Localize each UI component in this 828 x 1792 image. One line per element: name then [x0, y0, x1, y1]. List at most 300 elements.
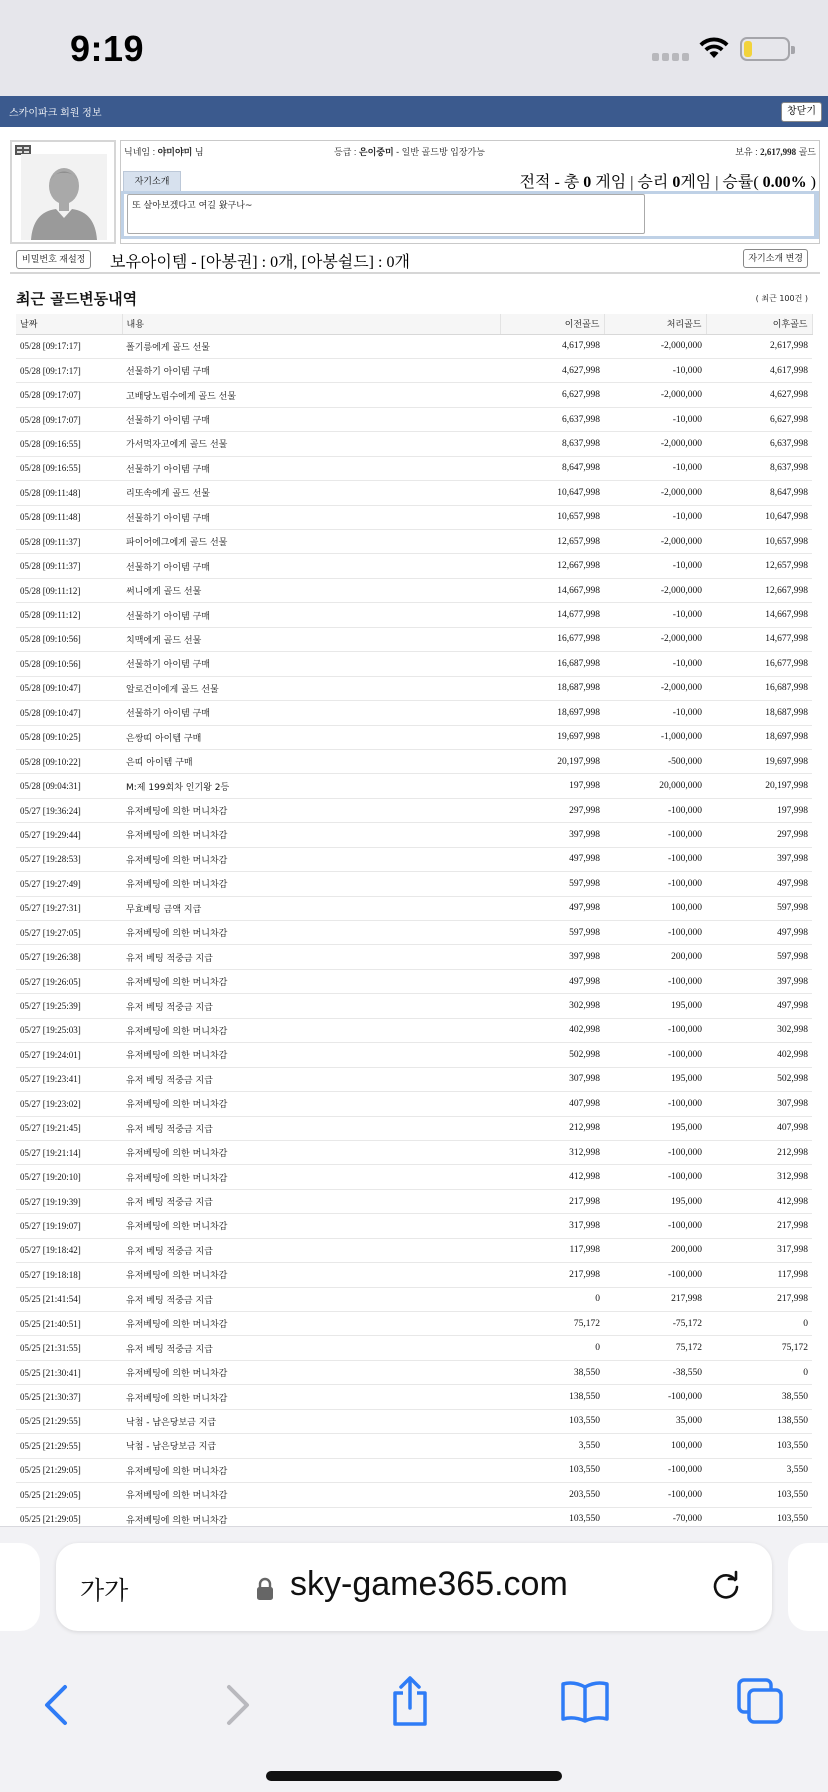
after-gold-cell: 597,998 — [706, 945, 812, 969]
change-gold-cell: 20,000,000 — [604, 774, 706, 798]
change-gold-cell: 195,000 — [604, 1116, 706, 1140]
content-cell: 선물하기 아이템 구매 — [122, 456, 500, 480]
before-gold-cell: 20,197,998 — [500, 749, 604, 773]
change-gold-cell: -100,000 — [604, 1263, 706, 1287]
table-row — [16, 1336, 812, 1360]
column-header-date: 날짜 — [16, 314, 122, 334]
table-row — [16, 1116, 812, 1140]
after-gold-cell: 312,998 — [706, 1165, 812, 1189]
table-row — [16, 872, 812, 896]
after-gold-cell: 103,550 — [706, 1434, 812, 1458]
table-row — [16, 1018, 812, 1042]
date-cell: 05/27 [19:25:39] — [16, 994, 122, 1018]
date-cell: 05/28 [09:10:56] — [16, 652, 122, 676]
before-gold-cell: 103,550 — [500, 1409, 604, 1433]
owned-items-text: 보유아이템 - [아봉권] : 0개, [아봉쉴드] : 0개 — [110, 254, 410, 271]
after-gold-cell: 16,677,998 — [706, 652, 812, 676]
date-cell: 05/28 [09:10:22] — [16, 749, 122, 773]
content-cell: 선물하기 아이템 구매 — [122, 603, 500, 627]
holdings-row — [735, 145, 816, 158]
change-gold-cell: -100,000 — [604, 1140, 706, 1164]
before-gold-cell: 407,998 — [500, 1092, 604, 1116]
change-gold-cell: 195,000 — [604, 994, 706, 1018]
after-gold-cell: 197,998 — [706, 798, 812, 822]
change-gold-cell: 100,000 — [604, 896, 706, 920]
cellular-signal-icon — [652, 53, 689, 61]
table-row — [16, 994, 812, 1018]
content-cell: 가서먹자고에게 골드 선물 — [122, 432, 500, 456]
change-gold-cell: -10,000 — [604, 407, 706, 431]
date-cell: 05/27 [19:24:01] — [16, 1043, 122, 1067]
date-cell: 05/28 [09:11:37] — [16, 530, 122, 554]
table-row — [16, 1043, 812, 1067]
date-cell: 05/27 [19:27:49] — [16, 872, 122, 896]
after-gold-cell: 12,657,998 — [706, 554, 812, 578]
date-cell: 05/27 [19:18:42] — [16, 1238, 122, 1262]
content-cell: 선물하기 아이템 구매 — [122, 554, 500, 578]
bio-container — [124, 194, 814, 236]
date-cell: 05/27 [19:29:44] — [16, 823, 122, 847]
table-row — [16, 1360, 812, 1384]
lock-icon — [256, 1577, 274, 1601]
change-gold-cell: -1,000,000 — [604, 725, 706, 749]
change-gold-cell: -2,000,000 — [604, 627, 706, 651]
table-row — [16, 334, 812, 358]
content-cell: 유저베팅에 의한 머니차감 — [122, 1263, 500, 1287]
before-gold-cell: 4,627,998 — [500, 358, 604, 382]
change-bio-button[interactable]: 자기소개 변경 — [743, 249, 808, 268]
tab-bio[interactable]: 자기소개 — [123, 171, 181, 191]
after-gold-cell: 397,998 — [706, 969, 812, 993]
table-row — [16, 578, 812, 602]
after-gold-cell: 302,998 — [706, 1018, 812, 1042]
record-wins: 0 — [672, 174, 681, 191]
change-gold-cell: 100,000 — [604, 1434, 706, 1458]
content-cell: 유저베팅에 의한 머니차감 — [122, 1312, 500, 1336]
home-indicator[interactable] — [266, 1771, 562, 1781]
change-gold-cell: 200,000 — [604, 1238, 706, 1262]
date-cell: 05/25 [21:29:05] — [16, 1458, 122, 1482]
before-gold-cell: 397,998 — [500, 945, 604, 969]
date-cell: 05/27 [19:23:41] — [16, 1067, 122, 1091]
content-cell: 낙첨 - 남은당보금 지급 — [122, 1409, 500, 1433]
forward-icon[interactable] — [222, 1683, 252, 1727]
after-gold-cell: 38,550 — [706, 1385, 812, 1409]
content-cell: 유저베팅에 의한 머니차감 — [122, 969, 500, 993]
change-gold-cell: -100,000 — [604, 1483, 706, 1507]
before-gold-cell: 18,697,998 — [500, 701, 604, 725]
after-gold-cell: 307,998 — [706, 1092, 812, 1116]
url-text: sky-game365.com — [290, 1565, 568, 1603]
table-row — [16, 823, 812, 847]
bio-textarea[interactable]: 또 살아보겠다고 여길 왔구나~ — [127, 194, 645, 234]
date-cell: 05/28 [09:11:12] — [16, 603, 122, 627]
table-row — [16, 774, 812, 798]
content-cell: 유저베팅에 의한 머니차감 — [122, 1165, 500, 1189]
bookmarks-icon[interactable] — [560, 1679, 610, 1723]
holdings-value: 2,617,998 — [760, 147, 797, 157]
change-gold-cell: -10,000 — [604, 554, 706, 578]
change-gold-cell: -100,000 — [604, 1165, 706, 1189]
wifi-icon — [698, 36, 730, 60]
content-cell: 무효베팅 금액 지급 — [122, 896, 500, 920]
before-gold-cell: 12,657,998 — [500, 530, 604, 554]
change-gold-cell: -100,000 — [604, 1214, 706, 1238]
before-gold-cell: 312,998 — [500, 1140, 604, 1164]
grade-desc: - 일반 골드방 입장가능 — [393, 147, 485, 157]
reload-icon[interactable] — [708, 1569, 744, 1605]
content-cell: 유저 베팅 적중금 지급 — [122, 1189, 500, 1213]
table-row — [16, 701, 812, 725]
change-gold-cell: -2,000,000 — [604, 334, 706, 358]
change-gold-cell: -70,000 — [604, 1507, 706, 1526]
before-gold-cell: 497,998 — [500, 847, 604, 871]
change-gold-cell: -10,000 — [604, 358, 706, 382]
content-cell: 유저베팅에 의한 머니차감 — [122, 872, 500, 896]
before-gold-cell: 0 — [500, 1336, 604, 1360]
date-cell: 05/28 [09:16:55] — [16, 456, 122, 480]
date-cell: 05/28 [09:11:48] — [16, 481, 122, 505]
table-row — [16, 1312, 812, 1336]
table-row — [16, 358, 812, 382]
before-gold-cell: 19,697,998 — [500, 725, 604, 749]
change-gold-cell: 35,000 — [604, 1409, 706, 1433]
table-row — [16, 1067, 812, 1091]
after-gold-cell: 103,550 — [706, 1483, 812, 1507]
avatar — [10, 140, 116, 244]
status-bar — [0, 0, 828, 96]
before-gold-cell: 75,172 — [500, 1312, 604, 1336]
after-gold-cell: 217,998 — [706, 1214, 812, 1238]
date-cell: 05/25 [21:29:05] — [16, 1483, 122, 1507]
holdings-unit: 골드 — [796, 147, 816, 157]
nickname-suffix: 님 — [192, 147, 204, 157]
after-gold-cell: 20,197,998 — [706, 774, 812, 798]
content-cell: 선물하기 아이템 구매 — [122, 701, 500, 725]
before-gold-cell: 497,998 — [500, 896, 604, 920]
content-cell: 알로건이에게 골드 선물 — [122, 676, 500, 700]
content-cell: 유저베팅에 의한 머니차감 — [122, 1360, 500, 1384]
change-gold-cell: 217,998 — [604, 1287, 706, 1311]
browser-toolbar — [0, 1675, 828, 1735]
date-cell: 05/25 [21:30:41] — [16, 1360, 122, 1384]
date-cell: 05/28 [09:10:47] — [16, 676, 122, 700]
table-row — [16, 896, 812, 920]
change-gold-cell: -10,000 — [604, 652, 706, 676]
table-row — [16, 652, 812, 676]
content-cell: 유저베팅에 의한 머니차감 — [122, 1483, 500, 1507]
after-gold-cell: 402,998 — [706, 1043, 812, 1067]
date-cell: 05/27 [19:28:53] — [16, 847, 122, 871]
content-cell: 선물하기 아이템 구매 — [122, 407, 500, 431]
content-cell: 유저베팅에 의한 머니차감 — [122, 823, 500, 847]
table-row — [16, 1409, 812, 1433]
before-gold-cell: 6,627,998 — [500, 383, 604, 407]
after-gold-cell: 10,657,998 — [706, 530, 812, 554]
date-cell: 05/27 [19:21:14] — [16, 1140, 122, 1164]
browser-chrome — [0, 1526, 828, 1792]
change-gold-cell: -100,000 — [604, 872, 706, 896]
content-cell: 고배당노림수에게 골드 선물 — [122, 383, 500, 407]
before-gold-cell: 3,550 — [500, 1434, 604, 1458]
before-gold-cell: 597,998 — [500, 921, 604, 945]
before-gold-cell: 4,617,998 — [500, 334, 604, 358]
status-time: 9:19 — [70, 28, 145, 69]
change-gold-cell: -2,000,000 — [604, 530, 706, 554]
table-row — [16, 1092, 812, 1116]
nickname-row — [124, 145, 204, 158]
content-cell: 유저 베팅 적중금 지급 — [122, 1238, 500, 1262]
section-title: 최근 골드변동내역 — [16, 290, 138, 308]
before-gold-cell: 317,998 — [500, 1214, 604, 1238]
change-gold-cell: -100,000 — [604, 1385, 706, 1409]
table-row — [16, 456, 812, 480]
before-gold-cell: 297,998 — [500, 798, 604, 822]
column-header-before: 이전골드 — [500, 314, 604, 334]
back-icon[interactable] — [42, 1683, 72, 1727]
after-gold-cell: 217,998 — [706, 1287, 812, 1311]
change-gold-cell: -75,172 — [604, 1312, 706, 1336]
close-window-button[interactable]: 창닫기 — [781, 102, 822, 122]
table-row — [16, 432, 812, 456]
after-gold-cell: 497,998 — [706, 921, 812, 945]
nickname-label: 닉네임 : — [124, 147, 158, 157]
before-gold-cell: 16,677,998 — [500, 627, 604, 651]
change-gold-cell: -100,000 — [604, 823, 706, 847]
before-gold-cell: 397,998 — [500, 823, 604, 847]
change-gold-cell: 195,000 — [604, 1067, 706, 1091]
date-cell: 05/28 [09:16:55] — [16, 432, 122, 456]
change-gold-cell: -2,000,000 — [604, 383, 706, 407]
date-cell: 05/28 [09:17:07] — [16, 383, 122, 407]
after-gold-cell: 14,677,998 — [706, 627, 812, 651]
date-cell: 05/28 [09:17:07] — [16, 407, 122, 431]
content-cell: 유저 베팅 적중금 지급 — [122, 945, 500, 969]
content-cell: 은쌍띠 아이템 구매 — [122, 725, 500, 749]
window-header — [0, 96, 828, 127]
game-record — [520, 169, 816, 192]
next-tab-preview[interactable] — [788, 1543, 828, 1631]
profile-info — [120, 140, 820, 244]
web-page — [0, 96, 828, 1526]
before-gold-cell: 138,550 — [500, 1385, 604, 1409]
content-cell: 은띠 아이템 구매 — [122, 749, 500, 773]
before-gold-cell: 103,550 — [500, 1458, 604, 1482]
table-row — [16, 676, 812, 700]
table-row — [16, 1434, 812, 1458]
table-body — [16, 334, 812, 1526]
table-row — [16, 1507, 812, 1526]
date-cell: 05/27 [19:36:24] — [16, 798, 122, 822]
before-gold-cell: 197,998 — [500, 774, 604, 798]
change-gold-cell: 195,000 — [604, 1189, 706, 1213]
content-cell: M:제 199회차 인기왕 2등 — [122, 774, 500, 798]
table-row — [16, 945, 812, 969]
default-user-icon — [21, 154, 107, 240]
table-row — [16, 1263, 812, 1287]
content-cell: 선물하기 아이템 구매 — [122, 358, 500, 382]
date-cell: 05/28 [09:10:25] — [16, 725, 122, 749]
content-cell: 유저베팅에 의한 머니차감 — [122, 798, 500, 822]
date-cell: 05/28 [09:17:17] — [16, 358, 122, 382]
date-cell: 05/25 [21:41:54] — [16, 1287, 122, 1311]
table-row — [16, 1385, 812, 1409]
before-gold-cell: 117,998 — [500, 1238, 604, 1262]
record-end: ) — [806, 174, 816, 191]
holdings-label: 보유 : — [735, 147, 761, 157]
page-settings-button[interactable]: 가가 — [80, 1576, 129, 1605]
before-gold-cell: 217,998 — [500, 1189, 604, 1213]
date-cell: 05/25 [21:29:05] — [16, 1507, 122, 1526]
date-cell: 05/25 [21:29:55] — [16, 1409, 122, 1433]
items-bar — [10, 246, 820, 274]
address-bar[interactable] — [56, 1543, 772, 1631]
content-cell: 유저베팅에 의한 머니차감 — [122, 921, 500, 945]
table-row — [16, 847, 812, 871]
after-gold-cell: 212,998 — [706, 1140, 812, 1164]
record-total: 0 — [583, 174, 592, 191]
before-gold-cell: 10,657,998 — [500, 505, 604, 529]
content-cell: 유저 베팅 적중금 지급 — [122, 1067, 500, 1091]
table-row — [16, 627, 812, 651]
table-row — [16, 798, 812, 822]
before-gold-cell: 12,667,998 — [500, 554, 604, 578]
after-gold-cell: 4,617,998 — [706, 358, 812, 382]
grade-label: 등급 : — [334, 147, 359, 157]
table-row — [16, 1214, 812, 1238]
after-gold-cell: 497,998 — [706, 994, 812, 1018]
content-cell: 유저베팅에 의한 머니차감 — [122, 847, 500, 871]
table-row — [16, 383, 812, 407]
reset-password-button[interactable]: 비밀번호 재설정 — [16, 250, 91, 269]
change-gold-cell: -10,000 — [604, 603, 706, 627]
change-gold-cell: -500,000 — [604, 749, 706, 773]
content-cell: 유저베팅에 의한 머니차감 — [122, 1458, 500, 1482]
change-gold-cell: -100,000 — [604, 1092, 706, 1116]
date-cell: 05/28 [09:11:12] — [16, 578, 122, 602]
content-cell: 낙첨 - 남은당보금 지급 — [122, 1434, 500, 1458]
date-cell: 05/28 [09:04:31] — [16, 774, 122, 798]
before-gold-cell: 502,998 — [500, 1043, 604, 1067]
after-gold-cell: 8,647,998 — [706, 481, 812, 505]
grade-value: 은이중미 — [358, 147, 394, 157]
before-gold-cell: 412,998 — [500, 1165, 604, 1189]
after-gold-cell: 18,697,998 — [706, 725, 812, 749]
tabs-icon[interactable] — [736, 1677, 784, 1725]
window-title: 스카이파크 회원 정보 — [9, 108, 102, 119]
change-gold-cell: -2,000,000 — [604, 481, 706, 505]
date-cell: 05/27 [19:19:07] — [16, 1214, 122, 1238]
date-cell: 05/28 [09:10:47] — [16, 701, 122, 725]
before-gold-cell: 103,550 — [500, 1507, 604, 1526]
change-gold-cell: -100,000 — [604, 1018, 706, 1042]
column-header-change: 처리골드 — [604, 314, 706, 334]
date-cell: 05/27 [19:19:39] — [16, 1189, 122, 1213]
after-gold-cell: 502,998 — [706, 1067, 812, 1091]
change-gold-cell: -10,000 — [604, 505, 706, 529]
table-row — [16, 481, 812, 505]
table-row — [16, 505, 812, 529]
after-gold-cell: 2,617,998 — [706, 334, 812, 358]
before-gold-cell: 203,550 — [500, 1483, 604, 1507]
content-cell: 파이어에그에게 골드 선물 — [122, 530, 500, 554]
date-cell: 05/25 [21:29:55] — [16, 1434, 122, 1458]
table-row — [16, 1483, 812, 1507]
column-header-content: 내용 — [122, 314, 500, 334]
after-gold-cell: 75,172 — [706, 1336, 812, 1360]
content-cell: 유저 베팅 적중금 지급 — [122, 1336, 500, 1360]
record-mid: 게임 | 승리 — [591, 174, 673, 191]
change-gold-cell: -100,000 — [604, 798, 706, 822]
before-gold-cell: 497,998 — [500, 969, 604, 993]
before-gold-cell: 18,687,998 — [500, 676, 604, 700]
content-cell: 써니에게 골드 선물 — [122, 578, 500, 602]
after-gold-cell: 0 — [706, 1312, 812, 1336]
content-cell: 유저베팅에 의한 머니차감 — [122, 1214, 500, 1238]
content-cell: 선물하기 아이템 구매 — [122, 652, 500, 676]
content-cell: 폴기릉에게 골드 선물 — [122, 334, 500, 358]
before-gold-cell: 14,667,998 — [500, 578, 604, 602]
column-header-after: 이후골드 — [706, 314, 812, 334]
after-gold-cell: 3,550 — [706, 1458, 812, 1482]
content-cell: 치맥에게 골드 선물 — [122, 627, 500, 651]
after-gold-cell: 597,998 — [706, 896, 812, 920]
record-mid2: 게임 | 승률( — [680, 174, 763, 191]
date-cell: 05/27 [19:26:05] — [16, 969, 122, 993]
date-cell: 05/27 [19:23:02] — [16, 1092, 122, 1116]
before-gold-cell: 10,647,998 — [500, 481, 604, 505]
content-cell: 유저베팅에 의한 머니차감 — [122, 1385, 500, 1409]
section-note: ( 최근 100건 ) — [755, 294, 808, 303]
table-header-row — [16, 314, 812, 334]
before-gold-cell: 8,637,998 — [500, 432, 604, 456]
before-gold-cell: 8,647,998 — [500, 456, 604, 480]
content-cell: 유저베팅에 의한 머니차감 — [122, 1018, 500, 1042]
after-gold-cell: 10,647,998 — [706, 505, 812, 529]
before-gold-cell: 217,998 — [500, 1263, 604, 1287]
before-gold-cell: 0 — [500, 1287, 604, 1311]
after-gold-cell: 6,637,998 — [706, 432, 812, 456]
date-cell: 05/27 [19:27:05] — [16, 921, 122, 945]
after-gold-cell: 12,667,998 — [706, 578, 812, 602]
previous-tab-preview[interactable] — [0, 1543, 40, 1631]
before-gold-cell: 307,998 — [500, 1067, 604, 1091]
date-cell: 05/25 [21:30:37] — [16, 1385, 122, 1409]
change-gold-cell: -38,550 — [604, 1360, 706, 1384]
before-gold-cell: 597,998 — [500, 872, 604, 896]
bio-frame — [121, 191, 819, 239]
before-gold-cell: 16,687,998 — [500, 652, 604, 676]
change-gold-cell: -100,000 — [604, 847, 706, 871]
date-cell: 05/28 [09:17:17] — [16, 334, 122, 358]
after-gold-cell: 19,697,998 — [706, 749, 812, 773]
date-cell: 05/27 [19:27:31] — [16, 896, 122, 920]
date-cell: 05/27 [19:20:10] — [16, 1165, 122, 1189]
share-icon[interactable] — [390, 1675, 430, 1727]
before-gold-cell: 6,637,998 — [500, 407, 604, 431]
content-cell: 유저 베팅 적중금 지급 — [122, 1116, 500, 1140]
date-cell: 05/27 [19:25:03] — [16, 1018, 122, 1042]
date-cell: 05/27 [19:26:38] — [16, 945, 122, 969]
date-cell: 05/27 [19:21:45] — [16, 1116, 122, 1140]
table-row — [16, 554, 812, 578]
change-gold-cell: -10,000 — [604, 456, 706, 480]
content-cell: 유저베팅에 의한 머니차감 — [122, 1507, 500, 1526]
after-gold-cell: 412,998 — [706, 1189, 812, 1213]
change-gold-cell: -100,000 — [604, 969, 706, 993]
table-row — [16, 921, 812, 945]
record-rate: 0.00% — [762, 174, 807, 191]
